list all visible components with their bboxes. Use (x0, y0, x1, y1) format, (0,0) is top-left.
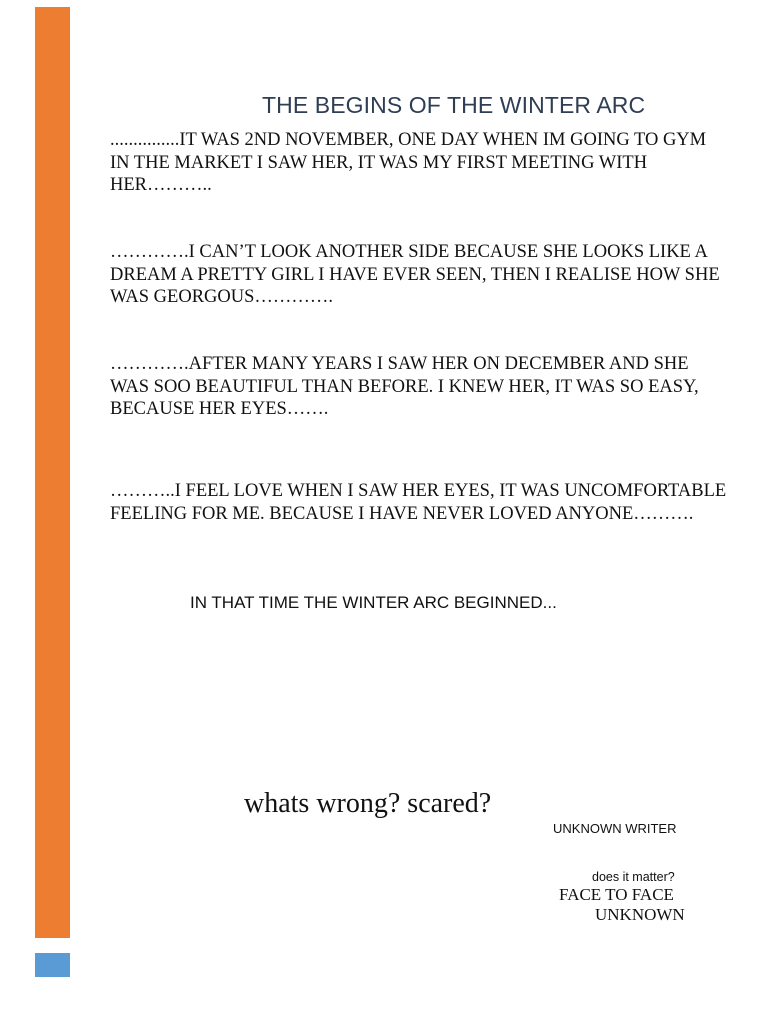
document-title: THE BEGINS OF THE WINTER ARC (262, 92, 646, 118)
paragraph-2: ………….I CAN’T LOOK ANOTHER SIDE BECAUSE SHE LOOKS LIKE A DREAM A PRETTY GIRL I HAVE EVER SEEN, THEN I REALISE HOW SHE WAS GEORGOUS…………. (110, 242, 720, 307)
paragraph-4: ………..I FEEL LOVE WHEN I SAW HER EYES, IT WAS UNCOMFORTABLE FEELING FOR ME. BECAUSE I HAVE NEVER LOVED ANYONE………. (110, 481, 727, 524)
side-unknown-clip (595, 905, 688, 929)
closing-line: IN THAT TIME THE WINTER ARC BEGINNED... (190, 593, 557, 612)
side-unknown-text: UNKNOWN (595, 905, 685, 924)
paragraph-3: ………….AFTER MANY YEARS I SAW HER ON DECEMBER AND SHE WAS SOO BEAUTIFUL THAN BEFORE. I KNEW HER, IT WAS SO EASY, BECAUSE HER EYES……. (110, 354, 699, 419)
paragraph-1: ...............IT WAS 2ND NOVEMBER, ONE DAY WHEN IM GOING TO GYM IN THE MARKET I SAW HER, IT WAS MY FIRST MEETING WITH HER……….. (110, 130, 707, 195)
side-question: does it matter? (592, 870, 675, 884)
quote-text: whats wrong? scared? (244, 788, 492, 819)
accent-square (35, 953, 70, 977)
quote-author: UNKNOWN WRITER (553, 821, 677, 836)
side-face-text: FACE TO FACE (559, 885, 674, 904)
accent-bar (35, 7, 70, 938)
